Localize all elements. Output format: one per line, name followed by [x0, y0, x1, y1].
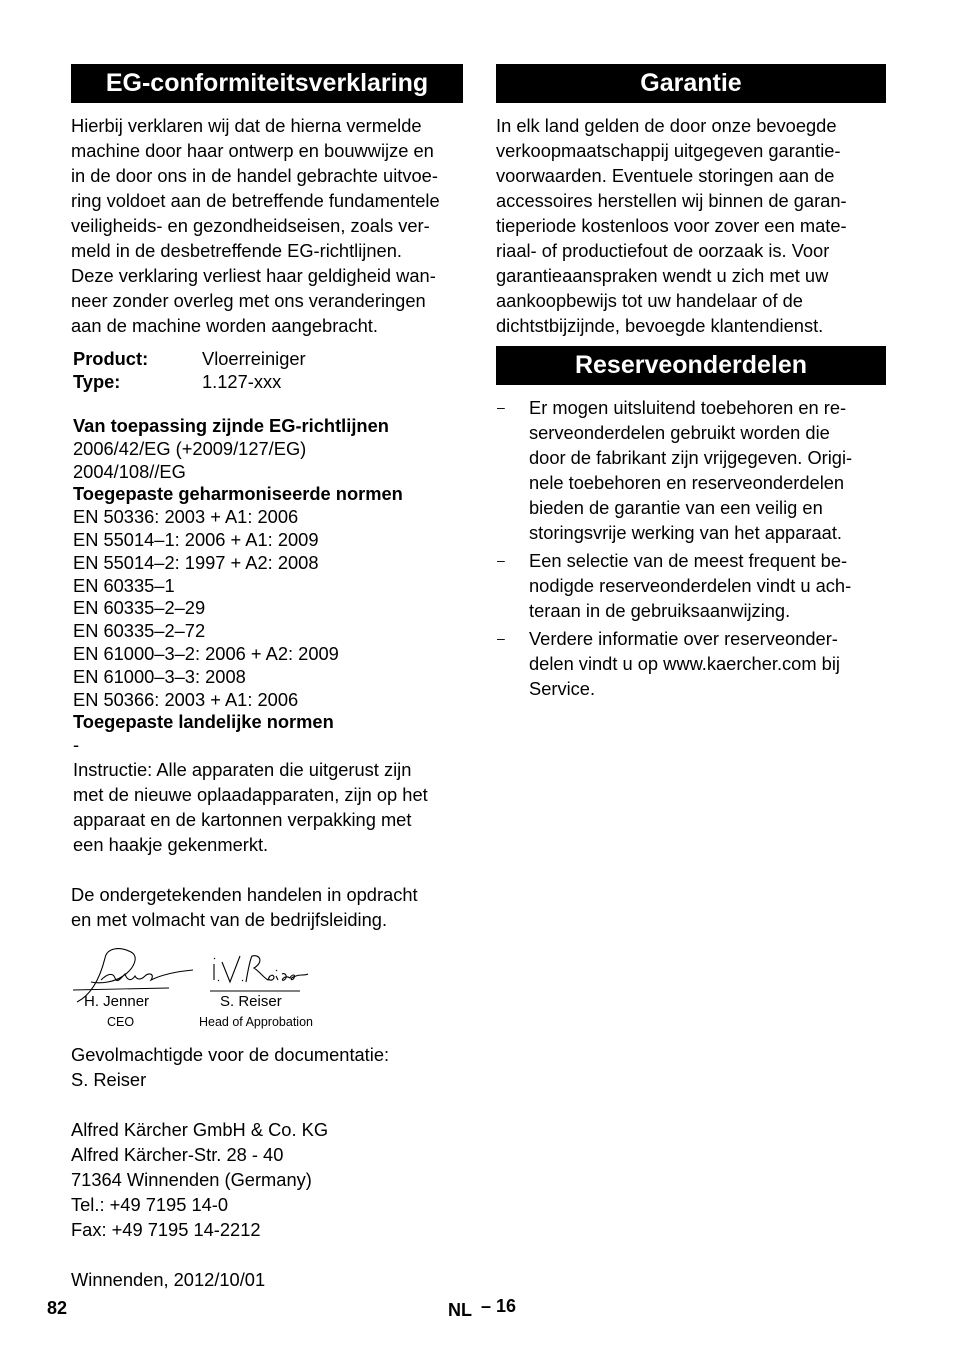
- list-item-line: serveonderdelen gebruikt worden die: [529, 422, 830, 443]
- list-item-line: delen vindt u op www.kaercher.com bij: [529, 653, 840, 674]
- instruction-paragraph: [71, 757, 463, 857]
- instruction-line: een haakje gekenmerkt.: [73, 833, 269, 855]
- standard-item: EN 55014–1: 2006 + A1: 2009: [73, 528, 319, 550]
- warranty-line: In elk land gelden de door onze bevoegde: [496, 115, 837, 136]
- warranty-paragraph: [496, 113, 886, 338]
- signature-image-reiser: [210, 950, 310, 995]
- signatories-line: De ondergetekenden handelen in opdracht: [71, 883, 418, 905]
- product-row: [73, 347, 463, 370]
- signer-role-jenner: CEO: [107, 1014, 135, 1029]
- list-item-line: teraan in de gebruiksaanwijzing.: [529, 600, 791, 621]
- standard-item: EN 60335–2–72: [73, 620, 206, 642]
- list-item-line: Verdere informatie over reserveonder-: [529, 628, 838, 649]
- product-value: Vloerreiniger: [202, 348, 306, 369]
- intro-line: Deze verklaring verliest haar geldigheid wan-: [71, 265, 436, 286]
- standard-item: EN 61000–3–2: 2006 + A2: 2009: [73, 642, 339, 664]
- type-value: 1.127-xxx: [202, 371, 282, 392]
- list-item-line: nele toebehoren en reserveonderdelen: [529, 472, 845, 493]
- type-row: [73, 370, 463, 393]
- product-spec: [71, 347, 463, 393]
- list-item: [496, 548, 886, 623]
- intro-line: meld in de desbetreffende EG-richtlijnen.: [71, 240, 402, 261]
- dash-bullet: –: [497, 399, 505, 415]
- address-line: Tel.: +49 7195 14-0: [71, 1193, 229, 1215]
- instruction-line: met de nieuwe oplaadapparaten, zijn op het: [73, 783, 428, 805]
- right-column: [496, 64, 886, 701]
- type-label: Type:: [73, 371, 121, 392]
- list-item-line: bieden de garantie van een veilig en: [529, 497, 823, 518]
- warranty-line: dichtstbijzijnde, bevoegde klantendienst.: [496, 315, 824, 336]
- warranty-line: garantieaanspraken wendt u zich met uw: [496, 265, 829, 286]
- signatories-paragraph: [71, 882, 463, 932]
- company-address: [71, 1117, 463, 1242]
- dash-bullet: –: [497, 630, 505, 646]
- dash-bullet: –: [497, 552, 505, 568]
- instruction-line: apparaat en de kartonnen verpakking met: [73, 808, 412, 830]
- intro-line: in de door ons in de handel gebrachte uitvoe-: [71, 165, 438, 186]
- directive-item: 2004/108//EG: [73, 460, 186, 482]
- warranty-line: riaal- of productiefout de oorzaak is. Voor: [496, 240, 830, 261]
- standard-item: EN 55014–2: 1997 + A2: 2008: [73, 551, 319, 573]
- standard-item: EN 61000–3–3: 2008: [73, 665, 246, 687]
- warranty-line: accessoires herstellen wij binnen de garan-: [496, 190, 847, 211]
- documentation-line: S. Reiser: [71, 1068, 147, 1090]
- documentation-paragraph: [71, 1042, 463, 1092]
- directive-item: 2006/42/EG (+2009/127/EG): [73, 437, 307, 459]
- standards-block: [71, 415, 463, 757]
- warranty-header: Garantie: [496, 64, 886, 103]
- directives-heading: Van toepassing zijnde EG-richtlijnen: [73, 415, 389, 436]
- list-item-line: nodigde reserveonderdelen vindt u ach-: [529, 575, 852, 596]
- warranty-line: tieperiode kostenloos voor zover een mate-: [496, 215, 847, 236]
- standards-heading: Toegepaste geharmoniseerde normen: [73, 483, 403, 505]
- intro-line: machine door haar ontwerp en bouwwijze en: [71, 140, 434, 161]
- product-label: Product:: [73, 348, 149, 369]
- national-value: -: [73, 734, 80, 756]
- national-heading: Toegepaste landelijke normen: [73, 711, 334, 733]
- list-item-line: Service.: [529, 678, 596, 699]
- section-page-number: – 16: [481, 1296, 517, 1316]
- instruction-line: Instructie: Alle apparaten die uitgerust zijn: [73, 758, 412, 780]
- signature-area: [71, 944, 463, 1034]
- standard-item: EN 60335–2–29: [73, 597, 206, 619]
- list-item-line: Een selectie van de meest frequent be-: [529, 550, 848, 571]
- left-column: [71, 64, 463, 1292]
- address-line: 71364 Winnenden (Germany): [71, 1168, 312, 1190]
- list-item: [496, 395, 886, 545]
- signatories-line: en met volmacht van de bedrijfsleiding.: [71, 908, 388, 930]
- intro-line: ring voldoet aan de betreffende fundamentele: [71, 190, 440, 211]
- standard-item: EN 50336: 2003 + A1: 2006: [73, 506, 299, 528]
- warranty-line: voorwaarden. Eventuele storingen aan de: [496, 165, 835, 186]
- intro-line: Hierbij verklaren wij dat de hierna vermelde: [71, 115, 422, 136]
- page-number: 82: [47, 1298, 68, 1318]
- address-line: Alfred Kärcher-Str. 28 - 40: [71, 1143, 284, 1165]
- list-item-line: Er mogen uitsluitend toebehoren en re-: [529, 397, 847, 418]
- address-line: Alfred Kärcher GmbH & Co. KG: [71, 1118, 329, 1140]
- signer-name-reiser: S. Reiser: [220, 992, 282, 1010]
- spare-parts-list: [496, 395, 886, 701]
- intro-line: veiligheids- en gezondheidseisen, zoals ver-: [71, 215, 430, 236]
- conformity-header: EG-conformiteitsverklaring: [71, 64, 463, 103]
- standard-item: EN 60335–1: [73, 574, 175, 596]
- signer-name-jenner: H. Jenner: [84, 992, 150, 1010]
- warranty-line: verkoopmaatschappij uitgegeven garantie-: [496, 140, 841, 161]
- standard-item: EN 50366: 2003 + A1: 2006: [73, 688, 299, 710]
- address-line: Fax: +49 7195 14-2212: [71, 1218, 261, 1240]
- place-date: Winnenden, 2012/10/01: [71, 1268, 266, 1290]
- language-code: NL: [448, 1300, 472, 1320]
- intro-line: aan de machine worden aangebracht.: [71, 315, 378, 336]
- list-item-line: door de fabrikant zijn vrijgegeven. Origi-: [529, 447, 853, 468]
- spare-parts-header: Reserveonderdelen: [496, 346, 886, 385]
- intro-paragraph: [71, 113, 463, 338]
- intro-line: neer zonder overleg met ons veranderingen: [71, 290, 426, 311]
- list-item: [496, 626, 886, 701]
- documentation-line: Gevolmachtigde voor de documentatie:: [71, 1043, 390, 1065]
- list-item-line: storingsvrije werking van het apparaat.: [529, 522, 842, 543]
- signer-role-reiser: Head of Approbation: [199, 1014, 313, 1029]
- warranty-line: aankoopbewijs tot uw handelaar of de: [496, 290, 803, 311]
